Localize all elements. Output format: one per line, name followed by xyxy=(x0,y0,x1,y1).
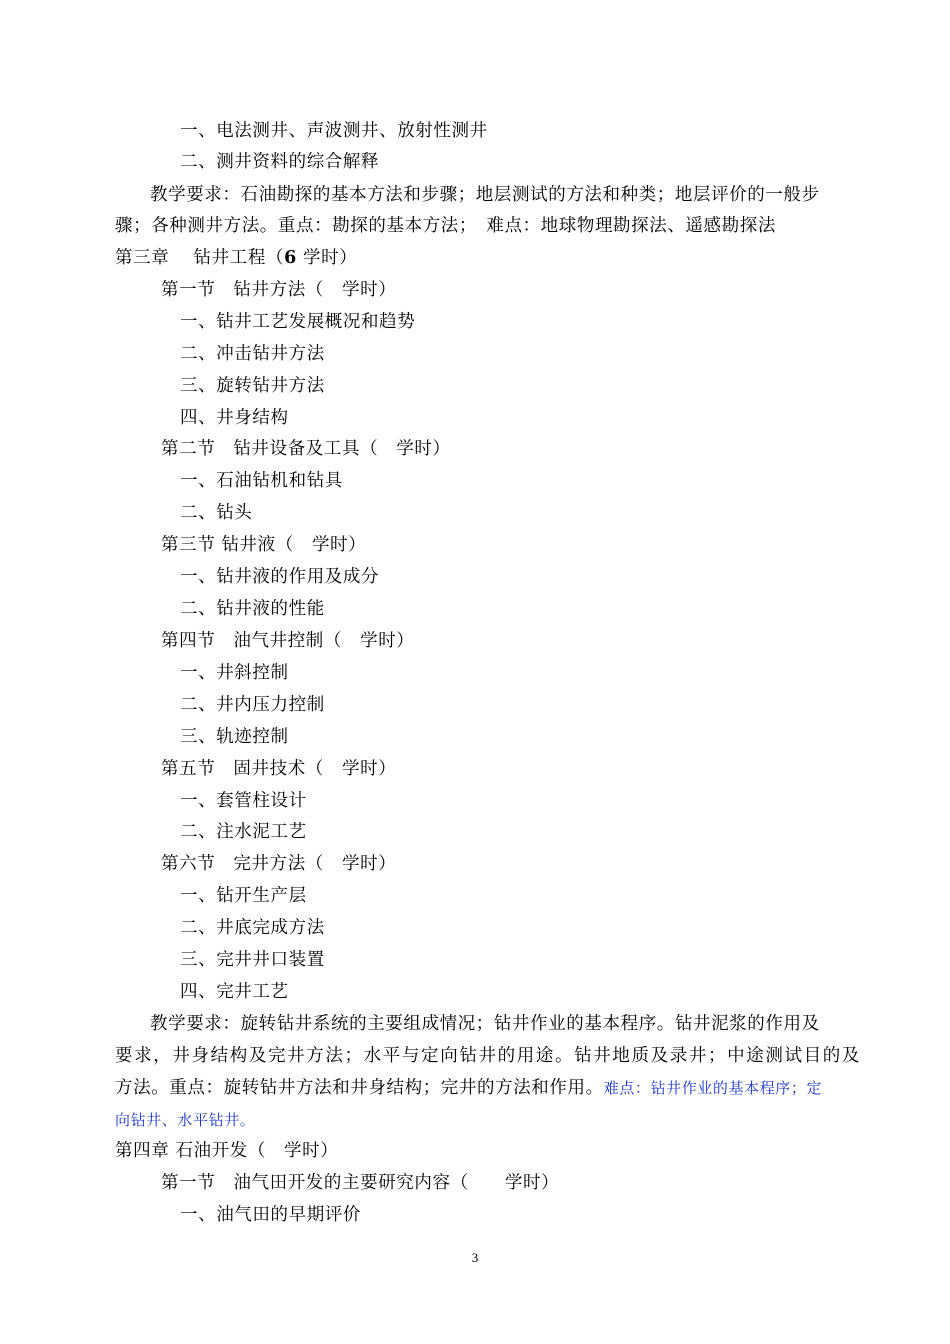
list-item: 二、钻头 xyxy=(180,503,253,523)
list-item: 三、轨迹控制 xyxy=(180,727,289,747)
section-heading: 第二节 钻井设备及工具（ 学时） xyxy=(161,439,451,459)
list-item: 一、油气田的早期评价 xyxy=(180,1205,361,1225)
list-item: 四、井身结构 xyxy=(180,408,289,428)
section-heading: 第四节 油气井控制（ 学时） xyxy=(161,631,415,651)
requirements-paragraph-line: 骤；各种测井方法。重点：勘探的基本方法； 难点：地球物理勘探法、遥感勘探法 xyxy=(115,216,776,236)
list-item: 二、冲击钻井方法 xyxy=(180,344,325,364)
requirements-paragraph-line: 教学要求：石油勘探的基本方法和步骤；地层测试的方法和种类；地层评价的一般步 xyxy=(150,185,820,205)
list-item: 一、套管柱设计 xyxy=(180,791,307,811)
list-item: 一、电法测井、声波测井、放射性测井 xyxy=(180,121,488,141)
requirements-paragraph-line: 教学要求：旋转钻井系统的主要组成情况；钻井作业的基本程序。钻井泥浆的作用及 xyxy=(150,1014,820,1034)
section-heading: 第一节 钻井方法（ 学时） xyxy=(161,280,397,300)
list-item: 一、石油钻机和钻具 xyxy=(180,471,343,491)
list-item: 三、完井井口装置 xyxy=(180,950,325,970)
list-item: 二、测井资料的综合解释 xyxy=(180,152,380,172)
chapter-heading-suffix: 学时） xyxy=(296,248,358,268)
list-item: 一、钻开生产层 xyxy=(180,886,307,906)
difficulty-text-continued: 向钻井、水平钻井。 xyxy=(115,1111,256,1129)
chapter-heading-text: 第三章 钻井工程（ xyxy=(115,248,285,268)
section-heading: 第三节 钻井液（ 学时） xyxy=(161,535,367,555)
list-item: 四、完井工艺 xyxy=(180,982,289,1002)
section-heading: 第五节 固井技术（ 学时） xyxy=(161,759,397,779)
list-item: 三、旋转钻井方法 xyxy=(180,376,325,396)
chapter-heading xyxy=(115,247,357,269)
list-item: 一、井斜控制 xyxy=(180,663,289,683)
list-item: 一、钻井液的作用及成分 xyxy=(180,567,380,587)
difficulty-text: 难点：钻井作业的基本程序；定 xyxy=(603,1079,823,1097)
page-number: 3 xyxy=(471,1250,479,1265)
requirements-paragraph-line: 要求，井身结构及完井方法；水平与定向钻井的用途。钻井地质及录井；中途测试目的及 xyxy=(115,1046,860,1066)
requirements-paragraph-line xyxy=(115,1077,822,1099)
chapter-hours: 6 xyxy=(284,248,297,268)
list-item: 二、注水泥工艺 xyxy=(180,822,307,842)
list-item: 二、钻井液的性能 xyxy=(180,599,325,619)
list-item: 一、钻井工艺发展概况和趋势 xyxy=(180,312,416,332)
list-item: 二、井内压力控制 xyxy=(180,695,325,715)
section-heading: 第六节 完井方法（ 学时） xyxy=(161,854,397,874)
key-points-text: 方法。重点：旋转钻井方法和井身结构；完井的方法和作用。 xyxy=(115,1078,604,1098)
chapter-heading: 第四章 石油开发（ 学时） xyxy=(115,1141,339,1161)
list-item: 二、井底完成方法 xyxy=(180,918,325,938)
section-heading: 第一节 油气田开发的主要研究内容（ 学时） xyxy=(161,1173,560,1193)
